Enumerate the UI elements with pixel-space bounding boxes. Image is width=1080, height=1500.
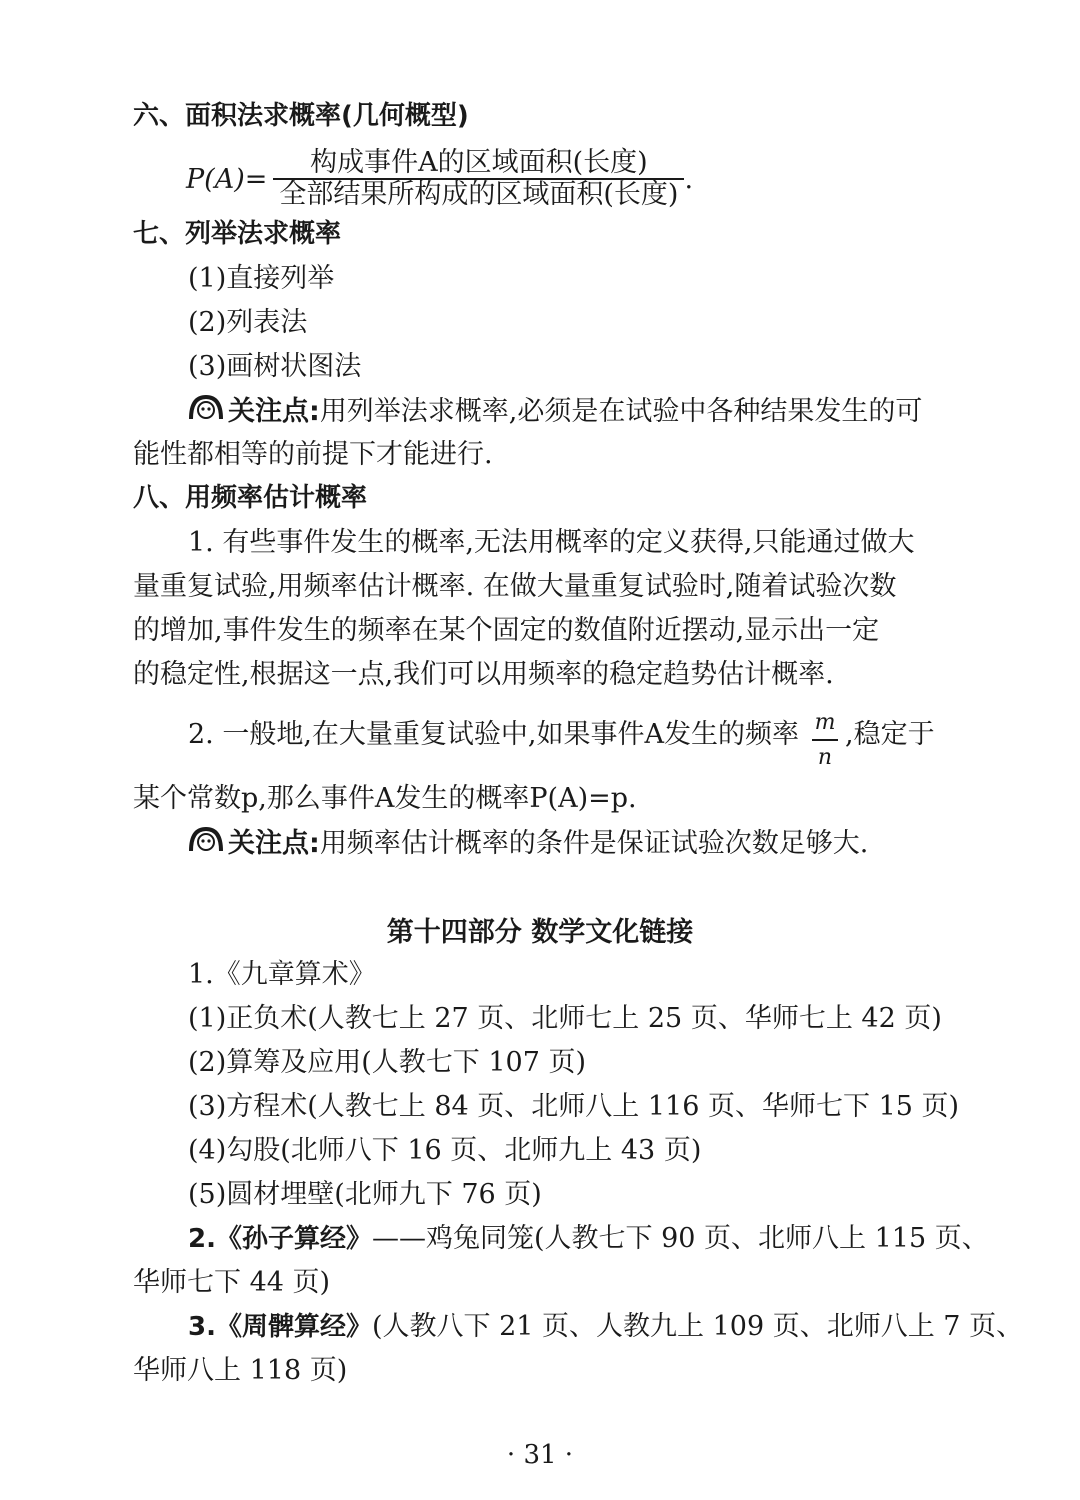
book-title: 2.《孙子算经》	[188, 1224, 372, 1254]
note-text: 用列举法求概率,必须是在试验中各种结果发生的可	[319, 395, 923, 427]
section-8-heading: 八、用频率估计概率	[133, 483, 368, 513]
formula-end: .	[684, 163, 694, 195]
formula-fraction	[273, 146, 684, 210]
paragraph-1-line: 的增加,事件发生的频率在某个固定的数值附近摆动,显示出一定	[133, 615, 880, 646]
frequency-fraction	[812, 710, 838, 770]
list-item: (1)正负术(人教七上 27 页、北师七上 25 页、华师七上 42 页)	[188, 1003, 942, 1034]
paragraph-2-line: 某个常数p,那么事件A发生的概率P(A)=p.	[133, 783, 637, 814]
paragraph-2-line: 2. 一般地,在大量重复试验中,如果事件A发生的频率	[188, 719, 800, 750]
list-item	[188, 1310, 1024, 1344]
note-face-icon	[188, 826, 224, 863]
section-6-heading: 六、面积法求概率(几何概型)	[133, 101, 469, 131]
list-item-continued: 华师七下 44 页)	[133, 1267, 331, 1298]
note-8	[188, 826, 1008, 863]
section-14-title: 第十四部分 数学文化链接	[386, 917, 694, 948]
note-label: 关注点:	[228, 827, 320, 859]
paragraph-1-line: 的稳定性,根据这一点,我们可以用频率的稳定趋势估计概率.	[133, 659, 834, 690]
fraction-bar	[812, 739, 838, 741]
paragraph-2-line-end: ,稳定于	[845, 719, 935, 750]
page-number: · 31 ·	[506, 1440, 574, 1470]
formula-numerator: 构成事件A的区域面积(长度)	[310, 146, 648, 178]
paragraph-1-line: 量重复试验,用频率估计概率. 在做大量重复试验时,随着试验次数	[133, 571, 897, 602]
list-item: (3)画树状图法	[188, 351, 362, 382]
list-item: 1.《九章算术》	[188, 959, 376, 990]
list-item: (2)算筹及应用(人教七下 107 页)	[188, 1047, 587, 1078]
list-item: (5)圆材埋壁(北师九下 76 页)	[188, 1179, 542, 1210]
list-item	[188, 1222, 1008, 1256]
fraction-numerator: m	[814, 710, 836, 735]
list-item: (3)方程术(人教七上 84 页、北师八上 116 页、华师七下 15 页)	[188, 1091, 960, 1122]
note-7	[188, 394, 953, 431]
paragraph-1-line: 1. 有些事件发生的概率,无法用概率的定义获得,只能通过做大	[188, 527, 915, 558]
formula-denominator: 全部结果所构成的区域面积(长度)	[279, 179, 679, 210]
note-text: 用频率估计概率的条件是保证试验次数足够大.	[319, 827, 869, 859]
fraction-denominator: n	[817, 745, 833, 770]
note-face-icon	[188, 394, 224, 431]
section-7-heading: 七、列举法求概率	[133, 219, 342, 249]
list-item: (1)直接列举	[188, 263, 335, 294]
probability-formula	[186, 148, 693, 210]
book-title: 3.《周髀算经》	[188, 1312, 372, 1342]
list-item: (2)列表法	[188, 307, 308, 338]
list-item-continued: 华师八上 118 页)	[133, 1355, 348, 1386]
item-text: ——鸡兔同笼(人教七下 90 页、北师八上 115 页、	[371, 1223, 989, 1254]
note-label: 关注点:	[228, 395, 320, 427]
item-text: (人教八下 21 页、人教九上 109 页、北师八上 7 页、	[371, 1311, 1024, 1342]
note-7-continued: 能性都相等的前提下才能进行.	[133, 439, 493, 470]
formula-lhs: P(A)=	[186, 163, 268, 195]
list-item: (4)勾股(北师八下 16 页、北师九上 43 页)	[188, 1135, 702, 1166]
